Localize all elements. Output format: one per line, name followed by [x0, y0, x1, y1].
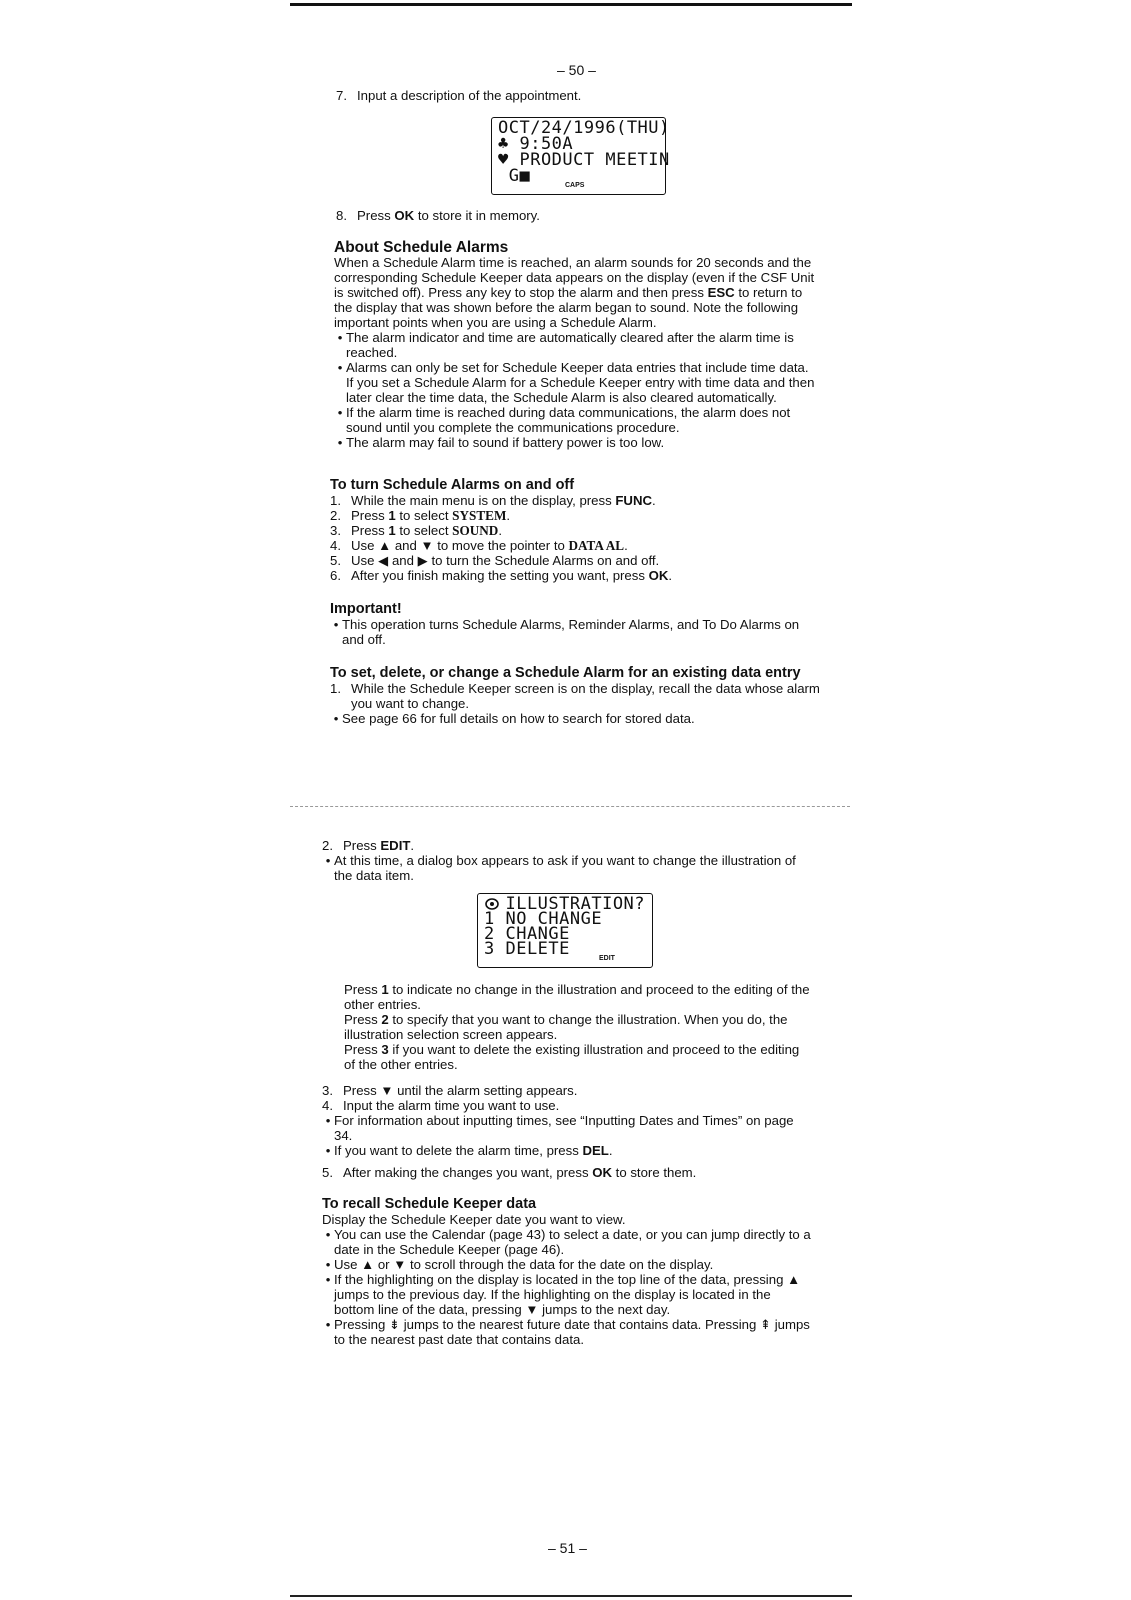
recall-schedule-data-section — [322, 1197, 812, 1347]
lcd-line-description-cont: G■ — [498, 166, 531, 186]
caps-indicator: CAPS — [565, 182, 585, 189]
lcd-display-appointment — [491, 117, 670, 195]
lcd-dialog-title: ILLUSTRATION? — [484, 894, 646, 914]
down-arrow-icon: ▼ — [380, 1083, 394, 1098]
page-number-top: – 50 – — [557, 62, 596, 78]
steps-3-5 — [322, 1083, 812, 1180]
section-heading: Important! — [330, 601, 402, 617]
paragraph: Display the Schedule Keeper date you want to view. — [322, 1212, 626, 1227]
step-item: 5. After making the changes you want, press OK to store them. — [322, 1165, 697, 1180]
paragraph: Press 3 if you want to delete the existing illustration and proceed to the editing of the other entries. — [344, 1042, 800, 1072]
down-arrow-icon: ▼ — [393, 1257, 407, 1272]
bullet-item: • This operation turns Schedule Alarms, Reminder Alarms, and To Do Alarms on and off. — [333, 617, 800, 647]
lcd-option-no-change: 1 NO CHANGE — [484, 909, 603, 929]
bullet-item: • Pressing ⇟ jumps to the nearest future date that contains data. Pressing ⇞ jumps to the nearest past date that contains data. — [325, 1317, 810, 1347]
set-delete-change-section — [330, 666, 822, 726]
down-arrow-icon: ▼ — [525, 1302, 539, 1317]
up-arrow-icon: ▲ — [378, 538, 392, 553]
lcd-line-description: ♥ PRODUCT MEETIN — [498, 150, 670, 170]
section-heading: To turn Schedule Alarms on and off — [330, 477, 575, 493]
important-note — [330, 602, 820, 647]
about-schedule-alarms-section — [334, 240, 818, 450]
section-heading: To set, delete, or change a Schedule Alarm for an existing data entry — [330, 665, 801, 681]
lcd-option-change: 2 CHANGE — [484, 924, 570, 944]
page-divider — [290, 806, 850, 807]
right-arrow-icon: ▶ — [417, 553, 428, 568]
step-item: 6. After you finish making the setting you want, press OK. — [330, 568, 673, 583]
paragraph: Press 1 to indicate no change in the illustration and proceed to the editing of the other entries. — [344, 982, 810, 1012]
section-heading: To recall Schedule Keeper data — [322, 1196, 537, 1212]
bullet-item: • For information about inputting times, see “Inputting Dates and Times” on page 34. — [325, 1113, 794, 1143]
bullet-item: • Use ▲ or ▼ to scroll through the data for the date on the display. — [325, 1257, 714, 1272]
bottom-rule — [290, 1595, 852, 1597]
step-item: 1. While the Schedule Keeper screen is on the display, recall the data whose alarm you want to change. — [330, 681, 820, 711]
step-item: 2. Press 1 to select SYSTEM. — [330, 508, 511, 523]
step-2: 2. Press EDIT. • At this time, a dialog box appears to ask if you want to change the illustration of the data item. — [322, 838, 812, 883]
page-number-bottom: – 51 – — [548, 1540, 587, 1556]
bullet-item: • At this time, a dialog box appears to ask if you want to change the illustration of the data item. — [325, 853, 796, 883]
bullet-item: • If the alarm time is reached during data communications, the alarm does not sound until you complete the communications procedure. — [337, 405, 791, 435]
paragraph: When a Schedule Alarm time is reached, an alarm sounds for 20 seconds and the corresponding Schedule Keeper data appears on the display (even if the CSF Unit is switched off). Press any key to stop the alarm and then press ESC to return to the display that was shown before the alarm began to sound. Note the following important points when you are using a Schedule Alarm. — [334, 255, 815, 330]
step-item: 4. Input the alarm time you want to use. — [322, 1098, 560, 1113]
lcd-display-illustration-dialog — [477, 893, 653, 968]
page-down-icon: ⇟ — [388, 1317, 401, 1332]
lcd-option-delete: 3 DELETE — [484, 939, 570, 959]
left-arrow-icon: ◀ — [378, 553, 389, 568]
edit-indicator: EDIT — [599, 955, 615, 962]
step-item: 4. Use ▲ and ▼ to move the pointer to DATA AL. — [330, 538, 628, 553]
bullet-item: • See page 66 for full details on how to search for stored data. — [333, 711, 695, 726]
paragraph: Press 2 to specify that you want to change the illustration. When you do, the illustration selection screen appears. — [344, 1012, 788, 1042]
step-item: 1. While the main menu is on the display, press FUNC. — [330, 493, 656, 508]
lcd-line-time: ♣ 9:50A — [498, 134, 574, 154]
section-heading: About Schedule Alarms — [334, 239, 509, 256]
page-up-icon: ⇞ — [760, 1317, 772, 1332]
step-item: 3. Press 1 to select SOUND. — [330, 523, 503, 538]
up-arrow-icon: ▲ — [361, 1257, 375, 1272]
up-arrow-icon: ▲ — [787, 1272, 801, 1287]
top-rule — [290, 3, 852, 6]
lcd-line-date: OCT/24/1996(THU) — [498, 118, 670, 138]
bullet-item: • You can use the Calendar (page 43) to select a date, or you can jump directly to a date in the Schedule Keeper (page 46). — [325, 1227, 811, 1257]
turn-alarms-section — [330, 478, 820, 583]
press-options-text — [344, 982, 810, 1072]
step-8: 8. Press OK to store it in memory. — [336, 208, 540, 223]
step-item: 3. Press ▼ until the alarm setting appears. — [322, 1083, 578, 1098]
bullet-item: • Alarms can only be set for Schedule Keeper data entries that include time data. If you set a Schedule Alarm for a Schedule Keeper entry with time data and then later clear the time data, the Schedule Alarm is also cleared automatically. — [337, 360, 815, 405]
bullet-item: • If the highlighting on the display is located in the top line of the data, pressing ▲ jumps to the previous day. If the highlighting on the display is located in the bottom line of the data, pressing ▼ jumps to the next day. — [325, 1272, 801, 1317]
bullet-item: • If you want to delete the alarm time, press DEL. — [325, 1143, 613, 1158]
bullet-item: • The alarm may fail to sound if battery power is too low. — [337, 435, 665, 450]
step-item: 5. Use ◀ and ▶ to turn the Schedule Alarms on and off. — [330, 553, 660, 568]
down-arrow-icon: ▼ — [420, 538, 434, 553]
bullet-item: • The alarm indicator and time are automatically cleared after the alarm time is reached. — [337, 330, 794, 360]
step-7: 7. Input a description of the appointment. — [336, 88, 582, 103]
